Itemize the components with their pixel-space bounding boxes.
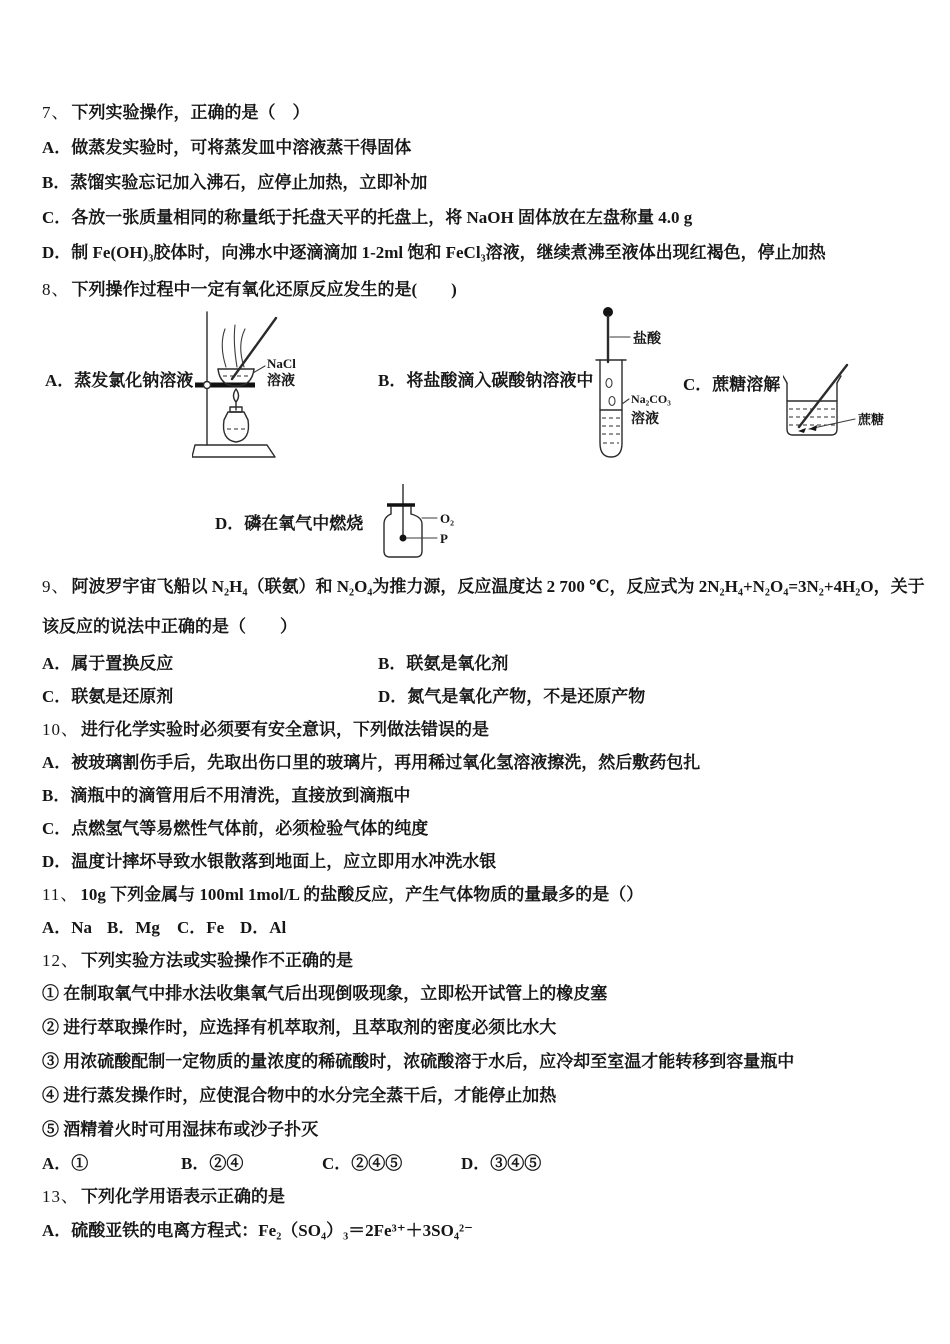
question-11-option-c: C．Fe (177, 918, 225, 937)
question-7-option-a: A．做蒸发实验时，可将蒸发皿中溶液蒸干得固体 (42, 138, 412, 157)
question-13-title (42, 1180, 922, 1213)
iron-stand (192, 312, 275, 457)
question-12-answer-b: B．②④ (181, 1154, 244, 1173)
question-7-option-d: D．制 Fe(OH)₃胶体时，向沸水中逐滴滴加 1-2ml 饱和 FeCl₃溶液，继续煮沸至液体出现红褐色，停止加热 (42, 243, 826, 262)
question-11-option-d: D．Al (240, 918, 287, 937)
sugar-solid (798, 428, 806, 433)
sugar-label: 蔗糖 (858, 412, 885, 427)
sugar-arrowhead (809, 425, 817, 431)
question-7-text: 下列实验操作，正确的是（ ） (71, 103, 310, 122)
question-12-item-5: ⑤ 酒精着火时可用湿抹布或沙子扑灭 (42, 1120, 319, 1139)
question-9-option-b: B．联氨是氧化剂 (378, 654, 509, 673)
question-12-item-3: ③ 用浓硫酸配制一定物质的量浓度的稀硫酸时，浓硫酸溶于水后，应冷却至室温才能转移到容量瓶中 (42, 1052, 795, 1071)
question-7-option-b: B．蒸馏实验忘记加入沸石，应停止加热，立即补加 (42, 173, 428, 192)
question-12-item-2: ② 进行萃取操作时，应选择有机萃取剂，且萃取剂的密度必须比水大 (42, 1018, 557, 1037)
question-8-option-d: D．磷在氧气中燃烧 (215, 514, 364, 533)
question-11-text: 10g 下列金属与 100ml 1mol/L 的盐酸反应，产生气体物质的量最多的是（） (80, 885, 644, 904)
evaporation-figure (192, 307, 302, 462)
alcohol-lamp (224, 389, 249, 442)
question-8-option-b: B．将盐酸滴入碳酸钠溶液中 (378, 371, 594, 390)
question-11-option-a: A．Na (42, 918, 93, 937)
dish-label-solution: 溶液 (267, 374, 295, 389)
dish-label-pointer (253, 366, 265, 373)
question-9-options (42, 647, 922, 713)
test-tube (596, 360, 626, 457)
dropper-icon (603, 307, 613, 362)
question-7-title (42, 95, 922, 130)
beaker-figure (783, 357, 903, 447)
question-10-option-d: D．温度计摔坏导致水银散落到地面上，应立即用水冲洗水银 (42, 852, 497, 871)
question-12-answer-d: D．③④⑤ (461, 1154, 542, 1173)
question-8-figure-row (42, 307, 922, 479)
question-9-option-d: D．氮气是氧化产物，不是还原产物 (378, 687, 646, 706)
question-7-number: 7、 (42, 103, 70, 122)
question-12-answer-c: C．②④⑤ (322, 1154, 403, 1173)
question-9-text-line1: 阿波罗宇宙飞船以 N₂H₄（联氨）和 N₂O₄为推力源，反应温度达 2 700 ℃，反应式为 2N₂H₄+N₂O₄=3N₂+4H₂O，关于 (71, 577, 925, 596)
question-8-text: 下列操作过程中一定有氧化还原反应发生的是( ) (71, 280, 457, 299)
question-12-item-1: ① 在制取氧气中排水法收集氧气后出现倒吸现象，立即松开试管上的橡皮塞 (42, 984, 608, 1003)
question-8-option-a: A．蒸发氯化钠溶液 (45, 371, 194, 390)
question-8-option-d-row (42, 479, 922, 567)
phosphorus-label: P (440, 531, 448, 546)
question-8-option-c: C．蔗糖溶解 (683, 375, 781, 394)
question-9-number: 9、 (42, 577, 70, 596)
question-9-stem-line2: 该反应的说法中正确的是（ ） (42, 617, 297, 636)
dish-label-nacl: NaCl (267, 356, 296, 371)
question-11-option-b: B．Mg (107, 918, 160, 937)
question-10-option-c: C．点燃氢气等易燃性气体前，必须检验气体的纯度 (42, 819, 429, 838)
question-10-option-b: B．滴瓶中的滴管用后不用清洗，直接放到滴瓶中 (42, 786, 411, 805)
question-10-number: 10、 (42, 720, 79, 739)
question-11-options (42, 911, 922, 944)
tube-label-solution: 溶液 (631, 412, 659, 427)
phosphorus-dot (400, 535, 407, 542)
question-12-title (42, 944, 922, 977)
gas-bottle-figure (378, 484, 488, 564)
tube-label-solute: Na₂CO₃ (631, 392, 671, 406)
question-12-answers (42, 1147, 922, 1180)
question-7-option-c: C．各放一张质量相同的称量纸于托盘天平的托盘上，将 NaOH 固体放在左盘称量 4.0 g (42, 208, 693, 227)
stirring-rod (799, 365, 847, 427)
question-13-option-a: A．硫酸亚铁的电离方程式：Fe₂（SO₄）₃＝2Fe³⁺＋3SO₄²⁻ (42, 1221, 474, 1240)
question-9-option-a: A．属于置换反应 (42, 654, 174, 673)
question-9-option-c: C．联氨是还原剂 (42, 687, 174, 706)
question-12-answer-a: A．① (42, 1154, 89, 1173)
question-11-number: 11、 (42, 885, 79, 904)
question-11-title (42, 878, 922, 911)
question-10-option-a: A．被玻璃割伤手后，先取出伤口里的玻璃片，再用稀过氧化氢溶液擦洗，然后敷药包扎 (42, 753, 701, 772)
question-10-text: 进行化学实验时必须要有安全意识，下列做法错误的是 (81, 720, 489, 739)
question-12-item-4: ④ 进行蒸发操作时，应使混合物中的水分完全蒸干后，才能停止加热 (42, 1086, 557, 1105)
question-12-text: 下列实验方法或实验操作不正确的是 (81, 951, 353, 970)
question-8-number: 8、 (42, 280, 70, 299)
oxygen-label: O₂ (440, 511, 455, 526)
question-8-title (42, 272, 922, 307)
question-13-text: 下列化学用语表示正确的是 (81, 1187, 285, 1206)
question-9-stem-line1 (42, 567, 925, 607)
question-10-title (42, 713, 922, 746)
question-12-number: 12、 (42, 951, 79, 970)
steam-lines (222, 325, 245, 367)
dropper-label: 盐酸 (633, 332, 661, 347)
tube-label-pointer (622, 399, 629, 404)
question-13-number: 13、 (42, 1187, 79, 1206)
